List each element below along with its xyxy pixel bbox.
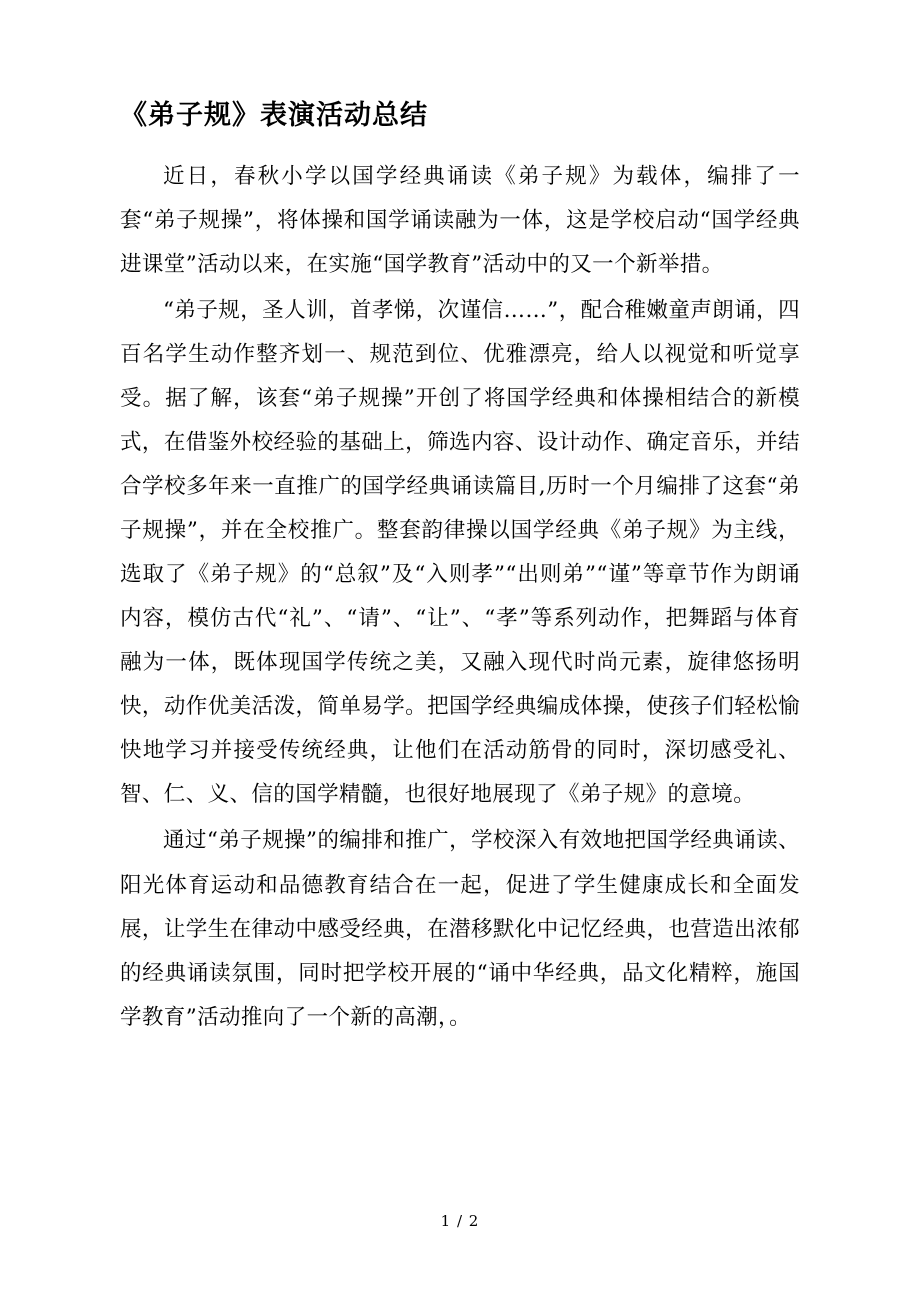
paragraph-3: 通过“弟子规操”的编排和推广，学校深入有效地把国学经典诵读、阳光体育运动和品德教育结合在一起，促进了学生健康成长和全面发展，让学生在律动中感受经典，在潜移默化中记忆经典，也营造出浓郁的经典诵读氛围，同时把学校开展的“诵中华经典，品文化精粹，施国学教育”活动推向了一个新的高潮，。 xyxy=(120,828,800,1030)
page-title: 《弟子规》表演活动总结 xyxy=(120,100,428,131)
paragraph-2: “弟子规，圣人训，首孝悌，次谨信……”，配合稚嫩童声朗诵，四百名学生动作整齐划一、规范到位、优雅漂亮，给人以视觉和听觉享受。据了解，该套“弟子规操”开创了将国学经典和体操相结合的新模式，在借鉴外校经验的基础上，筛选内容、设计动作、确定音乐，并结合学校多年来一直推广的国学经典诵读篇目,历时一个月编排了这套“弟子规操”，并在全校推广。整套韵律操以国学经典《弟子规》为主线，选取了《弟子规》的“总叙”及“入则孝”“出则弟”“谨”等章节作为朗诵内容，模仿古代“礼”、“请”、“让”、“孝”等系列动作，把舞蹈与体育融为一体，既体现国学传统之美，又融入现代时尚元素，旋律悠扬明快，动作优美活泼，简单易学。把国学经典编成体操，使孩子们轻松愉快地学习并接受传统经典，让他们在活动筋骨的同时，深切感受礼、智、仁、义、信的国学精髓，也很好地展现了《弟子规》的意境。 xyxy=(120,297,800,808)
document-body xyxy=(120,96,800,1042)
page-number: 1 / 2 xyxy=(440,1212,480,1230)
paragraph-1: 近日，春秋小学以国学经典诵读《弟子规》为载体，编排了一套“弟子规操”，将体操和国学诵读融为一体，这是学校启动“国学经典进课堂”活动以来，在实施“国学教育”活动中的又一个新举措。 xyxy=(120,163,800,277)
